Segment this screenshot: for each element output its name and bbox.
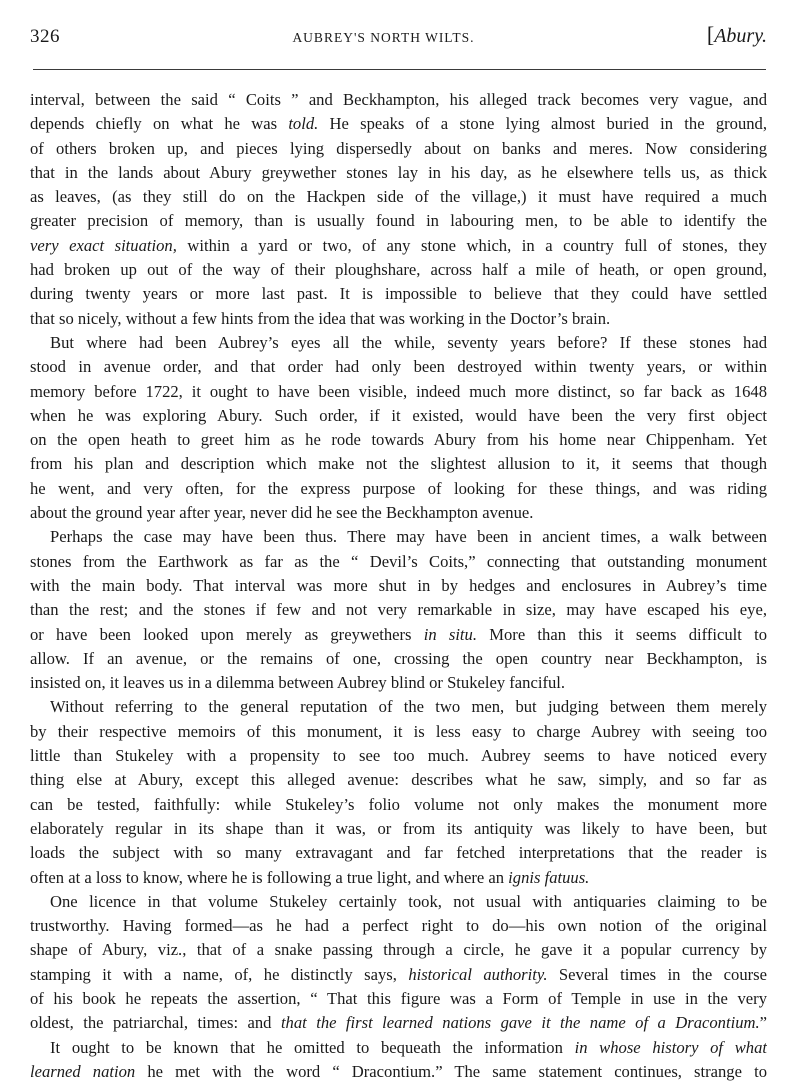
page-header <box>30 22 767 54</box>
text-segment: stones from the Earthwork as far as the “ Devil’s Coits,” connecting that outstanding monument <box>30 551 767 571</box>
italic-text: in situ. <box>423 624 477 644</box>
text-line <box>30 890 767 914</box>
italic-text: in whose history of what <box>574 1037 767 1057</box>
text-segment: shape of Abury, viz., that of a snake passing through a circle, he gave it a popular currency by <box>30 940 767 960</box>
text-line <box>30 793 767 817</box>
text-line <box>30 866 767 890</box>
section-tag <box>707 22 767 48</box>
italic-text: learned nation <box>30 1061 136 1081</box>
text-line <box>30 428 767 452</box>
section-tag-text: Abury. <box>714 25 767 47</box>
running-title: AUBREY'S NORTH WILTS. <box>292 30 475 45</box>
text-line <box>30 671 767 695</box>
text-segment: greater precision of memory, than is usually found in labouring men, to be able to identify the <box>30 211 767 231</box>
text-segment: about the ground year after year, never did he see the Beckhampton avenue. <box>30 503 534 523</box>
text-segment: little than Stukeley with a propensity to see too much. Aubrey seems to have noticed every <box>30 746 767 766</box>
italic-text: told. <box>288 114 319 134</box>
text-line <box>30 963 767 987</box>
text-line <box>30 1060 767 1084</box>
header-rule <box>33 69 766 70</box>
italic-text: very exact situation, <box>30 235 177 255</box>
text-line <box>30 234 767 258</box>
text-segment: Without referring to the general reputation of the two men, but judging between them merely <box>50 697 767 717</box>
text-segment: by their respective memoirs of this monument, it is less easy to charge Aubrey with seeing too <box>30 721 767 741</box>
text-segment: It ought to be known that he omitted to bequeath the information <box>50 1037 575 1057</box>
text-segment: during twenty years or more last past. It is impossible to believe that they could have settled <box>30 284 767 304</box>
text-segment: interval, between the said “ Coits ” and Beckhampton, his alleged track becomes very vague, and <box>30 90 767 109</box>
text-segment: within a yard or two, of any stone which, in a country full of stones, they <box>176 235 767 255</box>
text-segment: memory before 1722, it ought to have been visible, indeed much more distinct, so far back as 1648 <box>30 381 767 401</box>
text-segment: trustworthy. Having formed—as he had a perfect right to do—his own notion of the original <box>30 916 767 936</box>
text-segment: had broken up out of the way of their ploughshare, across half a mile of heath, or open ground, <box>30 260 767 280</box>
text-segment: stamping it with a name, of, he distinctly says, <box>30 964 409 984</box>
text-segment: as leaves, (as they still do on the Hackpen side of the village,) it must have required a much <box>30 187 767 207</box>
text-segment: But where had been Aubrey’s eyes all the while, seventy years before? If these stones had <box>50 332 767 352</box>
text-segment: He speaks of a stone lying almost buried in the ground, <box>318 114 767 134</box>
text-segment: when he was exploring Abury. Such order, if it existed, would have been the very first object <box>30 405 767 425</box>
text-line <box>30 574 767 598</box>
text-line <box>30 598 767 622</box>
text-segment: that so nicely, without a few hints from the idea that was working in the Doctor’s brain. <box>30 308 611 328</box>
text-line <box>30 647 767 671</box>
text-segment: of his book he repeats the assertion, “ That this figure was a Form of Temple in use in the very <box>30 988 767 1008</box>
text-line <box>30 185 767 209</box>
italic-text: historical authority. <box>408 964 548 984</box>
text-segment: he went, and very often, for the express purpose of looking for these things, and was riding <box>30 478 767 498</box>
text-line <box>30 550 767 574</box>
text-segment: loads the subject with so many extravagant and far fetched interpretations that the reader is <box>30 843 767 863</box>
text-line <box>30 938 767 962</box>
text-line <box>30 525 767 549</box>
text-line <box>30 380 767 404</box>
text-segment: than the rest; and the stones if few and not very remarkable in size, may have escaped his eye, <box>30 600 767 620</box>
section-bracket: [ <box>706 22 715 47</box>
italic-text: ignis fatuus. <box>508 867 590 887</box>
text-segment: that in the lands about Abury greywether stones lay in his day, as he elsewhere tells us, as thick <box>30 162 767 182</box>
text-line <box>30 404 767 428</box>
text-segment: often at a loss to know, where he is following a true light, and where an <box>30 867 509 887</box>
text-segment: with the main body. That interval was more shut in by hedges and enclosures in Aubrey’s time <box>30 575 767 595</box>
text-line <box>30 623 767 647</box>
text-line <box>30 1011 767 1035</box>
text-line <box>30 331 767 355</box>
text-line <box>30 987 767 1011</box>
text-segment: from his plan and description which make not the slightest allusion to it, it seems that though <box>30 454 767 474</box>
text-line <box>30 307 767 331</box>
text-segment: thing else at Abury, except this alleged avenue: describes what he saw, simply, and so far as <box>30 770 767 790</box>
text-line <box>30 695 767 719</box>
text-line <box>30 209 767 233</box>
text-line <box>30 477 767 501</box>
text-line <box>30 161 767 185</box>
text-segment: ” <box>759 1013 767 1033</box>
text-line <box>30 355 767 379</box>
page-number: 326 <box>30 26 60 47</box>
text-segment: oldest, the patriarchal, times: and <box>30 1013 281 1033</box>
text-line <box>30 841 767 865</box>
text-line <box>30 112 767 136</box>
text-segment: insisted on, it leaves us in a dilemma between Aubrey blind or Stukeley fanciful. <box>30 673 566 693</box>
text-line <box>30 258 767 282</box>
text-segment: depends chiefly on what he was <box>30 114 289 134</box>
text-segment: on the open heath to greet him as he rode towards Abury from his home near Chippenham. Yet <box>30 430 767 450</box>
italic-text: that the first learned nations gave it the name of a Dracontium. <box>280 1013 760 1033</box>
text-line <box>30 282 767 306</box>
text-segment: can be tested, faithfully: while Stukeley’s folio volume not only makes the monument more <box>30 794 767 814</box>
text-segment: allow. If an avenue, or the remains of one, crossing the open country near Beckhampton, is <box>30 648 767 668</box>
text-segment: of others broken up, and pieces lying dispersedly about on banks and meres. Now considering <box>30 138 767 158</box>
text-segment: Perhaps the case may have been thus. There may have been in ancient times, a walk between <box>50 527 767 547</box>
text-segment: Several times in the course <box>547 964 767 984</box>
text-segment: stood in avenue order, and that order had only been destroyed within twenty years, or within <box>30 357 767 377</box>
body-text <box>30 88 767 1084</box>
text-segment: elaborately regular in its shape than it was, or from its antiquity was likely to have been, but <box>30 818 767 838</box>
text-line <box>30 137 767 161</box>
text-segment: or have been looked upon merely as greywethers <box>30 624 424 644</box>
text-segment: More than this it seems difficult to <box>477 624 767 644</box>
text-line <box>30 744 767 768</box>
text-line <box>30 720 767 744</box>
text-line <box>30 1036 767 1060</box>
text-line <box>30 817 767 841</box>
text-segment: One licence in that volume Stukeley certainly took, not usual with antiquaries claiming to be <box>50 891 767 911</box>
text-line <box>30 452 767 476</box>
text-line <box>30 88 767 112</box>
text-line <box>30 914 767 938</box>
text-line <box>30 501 767 525</box>
text-line <box>30 768 767 792</box>
text-segment: he met with the word “ Dracontium.” The same statement continues, strange to <box>135 1061 767 1081</box>
